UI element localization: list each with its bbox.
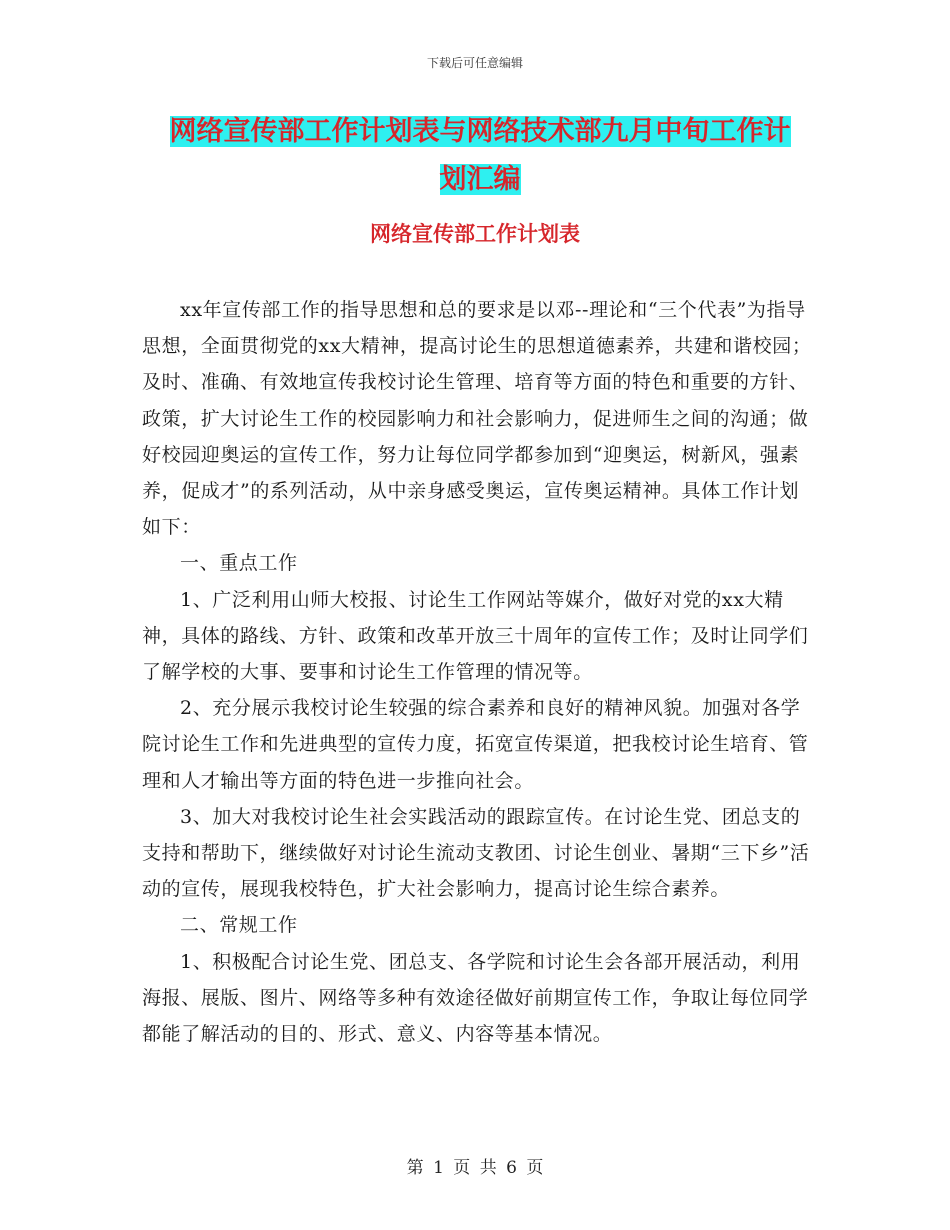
- heading-routine-work: 二、常规工作: [180, 914, 298, 937]
- body-text: [142, 292, 818, 1052]
- paragraph-intro: xx年宣传部工作的指导思想和总的要求是以邓--理论和“三个代表”为指导思想，全面贯彻党的xx大精神，提高讨论生的思想道德素养，共建和谐校园；及时、准确、有效地宣传我校讨论生管理、培育等方面的特色和重要的方针、政策，扩大讨论生工作的校园影响力和社会影响力，促进师生之间的沟通；做好校园迎奥运的宣传工作，努力让每位同学都参加到“迎奥运，树新风，强素养，促成才”的系列活动，从中亲身感受奥运，宣传奥运精神。具体工作计划如下：: [142, 299, 812, 539]
- paragraph-key-1: 1、广泛利用山师大校报、讨论生工作网站等媒介，做好对党的xx大精神，具体的路线、方针、政策和改革开放三十周年的宣传工作；及时让同学们了解学校的大事、要事和讨论生工作管理的情况等。: [142, 588, 809, 684]
- paragraph-key-2: 2、充分展示我校讨论生较强的综合素养和良好的精神风貌。加强对各学院讨论生工作和先进典型的宣传力度，拓宽宣传渠道，把我校讨论生培育、管理和人才输出等方面的特色进一步推向社会。: [142, 697, 809, 792]
- document-title: [150, 108, 810, 204]
- paragraph-routine-1: 1、积极配合讨论生党、团总支、各学院和讨论生会各部开展活动，利用海报、展版、图片、网络等多种有效途径做好前期宣传工作，争取让每位同学都能了解活动的目的、形式、意义、内容等基本情况。: [142, 950, 809, 1046]
- section-title: 网络宣传部工作计划表: [370, 222, 580, 246]
- paragraph-key-3: 3、加大对我校讨论生社会实践活动的跟踪宣传。在讨论生党、团总支的支持和帮助下，继续做好对讨论生流动支教团、讨论生创业、暑期“三下乡”活动的宣传，展现我校特色，扩大社会影响力，提高讨论生综合素养。: [142, 805, 810, 901]
- header-note: 下载后可任意编辑: [426, 56, 523, 70]
- document-title-line2: 划汇编: [439, 164, 521, 195]
- page-footer: 第 1 页 共 6 页: [406, 1158, 544, 1178]
- document-title-line1: 网络宣传部工作计划表与网络技术部九月中旬工作计: [169, 116, 791, 147]
- heading-key-work: 一、重点工作: [180, 552, 298, 575]
